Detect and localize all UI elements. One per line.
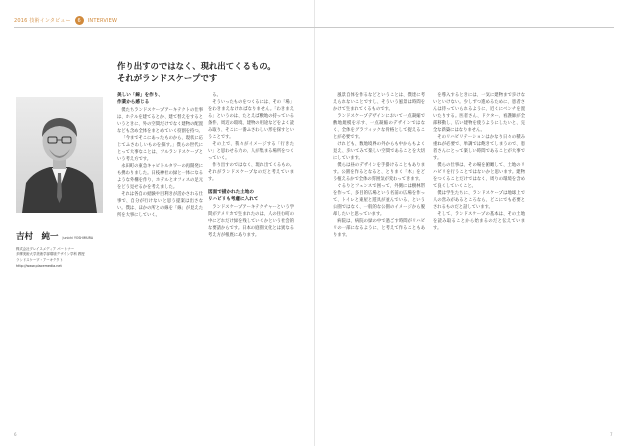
body-paragraph: 僕は学生たちに、ランドスケープは地球上で人の営みがあるところなら、どこにでも必要とされるものだと話しています。 [433,191,525,210]
header-rule [14,27,614,28]
bio-line: 多摩美術大学美術学部環境デザイン学科 教授 [16,252,85,257]
subhead-line: 図面で描かれた土地の [208,190,254,195]
body-paragraph: 僕らの仕事は、その場を俯瞰して、土地のリハビリを行うことではないかと思います。建物をつくることだけではなく、周りの環境を含めて良くしていくこと。 [433,163,525,189]
body-paragraph: る。 [212,93,221,98]
body-paragraph: 「今までそこにあったものから、現状に応じてふさわしいものを探す。」僕らの世代にとって大事なことは、フルランドスケープという考え方です。 [117,136,203,162]
body-paragraph: 僕らは昼のデザインを手掛けることもあります。公園を作るとなると、とりまく「木」をどう植えるかで全体の雰囲気が変わってきます。 [333,163,425,182]
profile-url[interactable]: http://www.placemedia.net [16,263,62,268]
page-number-right: 7 [610,432,613,437]
text-column-4 [433,92,525,422]
body-paragraph: 病院は、病院の緑の中で過ごす時間がリハビリの一部になるように、と考えて作ることもあります。 [333,219,425,238]
portrait-image [16,97,103,213]
body-paragraph: 作り出すのではなく、現れ出てくるもの。それがランドスケープなのだと考えています。 [208,163,294,182]
headline-line-1: 作り出すのではなく、現れ出てくるもの。 [117,61,276,71]
body-paragraph: けれども、数地境界の外からも中からもよく見え、歩いてみて楽しい空間であることを大切にしています。 [333,142,425,161]
body-paragraph: ランドスケープデザインにおいて一点凝縮で敷地規模を示す、一点凝縮のデザインではなく、全体をグラフィックな骨格として捉えることが必要です。 [333,114,425,140]
profile-romaji: Junichi YOSHIMURA [62,236,94,240]
text-column-1 [117,92,203,422]
body-paragraph: そういったものをつくるには、その「場」をわきまえなければなりません。「わきまえる」というのは、たとえば敷地の持っている条件、周辺の環境、建物の用途などをよく読み取り、そこに一番ふさわしい形を探すということです。 [208,100,294,140]
header-section: INTERVIEW [87,17,118,24]
profile-name: 吉村 純一 [16,232,59,242]
page-header [14,16,117,25]
bio-line: ランドスケープ・アーキテクト [16,257,64,262]
text-column-2 [208,92,294,422]
profile [16,230,108,268]
subhead-line: 美しい「線」を作り、 [117,93,163,98]
profile-bio [16,247,108,263]
profile-name-row [16,230,108,242]
page-number-left: 6 [14,432,17,437]
body-paragraph: ランドスケープアーキテクチャーという学問がアメリカで生まれたのは、人の住む町の中にどれだけ緑を残していくかという社会的な要請からです。日本の庭園文化とは異なる考え方が根底にあります。 [208,205,294,238]
body-paragraph: 風景自体を作るなどということは、僕達に考えられないことですし、そういう風景は時間をかけて生まれてくるものです。 [333,93,425,112]
bio-line: 株式会社プレイスメディア パートナー [16,247,75,251]
portrait-photo [16,97,103,213]
text-column-3 [333,92,425,422]
headline-line-2: それがランドスケープです [117,73,218,83]
body-paragraph: 永田町の東急キャピトルタワーの再開発にも携わりました。日枝神社の緑と一体になるような外構を作り、ホテルとオフィスの足元をどう見せるかを考えました。 [117,164,203,190]
body-paragraph: そして、ランドスケープの基本は、その土地を読み取ることから始まるのだと伝えています。 [433,212,525,231]
section-subhead [117,92,203,106]
page-badge: 6 [75,16,84,25]
body-paragraph: そのリハビリテーションはかなり日々の積み重ねが必要で、単調では飽きてしまうので、患者さんにとって楽しい時間であることが大事です。 [433,135,525,161]
body-paragraph: ぐるりとフェンスで囲って、外側には樹林帯を作って、多目的広場という名前の広場を作って、トイレと東屋と遊具が並んでいる、という公園ではなく、一般的な公園のイメージから脱却したいと思っています。 [333,184,425,217]
subhead-line: 作業から感じる [117,100,150,105]
body-paragraph: それは各自の経験や目利きが活かされる仕事で、自分が行けないと思う提案は出さない。僕は、ほかの所との線を「線」が見えた所を大事にしていく。 [117,192,203,218]
subhead-line: リハビリも考慮に入れて [208,197,259,202]
body-paragraph: を導入するときには、一気に建物まで歩けないといけない。少しずつ進めるために、患者さんは待っていられるように、近くにベンチを置いたりする。医者さん、ドクター、看護師が全部移動し、広い建物を使うようにしたいと、完全な新築にはなりません。 [433,93,525,133]
header-label: 2016 技術インタビュー [14,18,71,24]
section-subhead [208,189,294,203]
headline [117,60,317,84]
body-paragraph: その上で、我々がイメージする「行きたい」と思わせる力の、人が集まる場所をつくっていく。 [208,142,294,161]
body-paragraph: 僕たちランドスケープアーキテクトの仕事は、ホテルを建てるとか、建て替えをするというときに、外の空間だけでなく建物の配置なども含め全体をまとめていく役割を持つ。 [117,108,203,134]
